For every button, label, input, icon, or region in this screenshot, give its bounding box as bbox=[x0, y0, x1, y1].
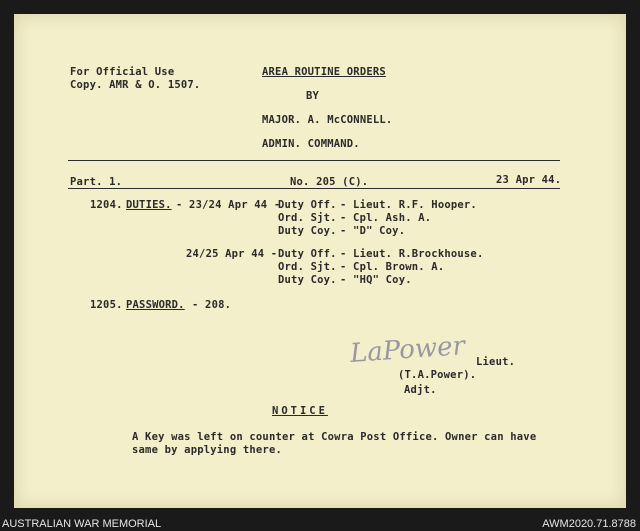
duty-value: - Cpl. Ash. A. bbox=[340, 212, 432, 224]
archive-reference: AWM2020.71.8788 bbox=[542, 518, 636, 530]
duty-value: - Lieut. R.Brockhouse. bbox=[340, 248, 484, 260]
part-rule bbox=[68, 188, 560, 189]
header-rule bbox=[68, 160, 560, 161]
signatory-rank: Lieut. bbox=[476, 356, 516, 368]
order-number: No. 205 (C). bbox=[290, 176, 369, 188]
duty-value: - "HQ" Coy. bbox=[340, 274, 412, 286]
notice-heading: NOTICE bbox=[272, 405, 328, 417]
duties-item-number: 1204. bbox=[90, 199, 123, 211]
duties-title: DUTIES. bbox=[126, 199, 172, 211]
author-name: MAJOR. A. McCONNELL. bbox=[262, 114, 393, 126]
duty-value: - Cpl. Brown. A. bbox=[340, 261, 445, 273]
copy-reference: Copy. AMR & O. 1507. bbox=[70, 79, 201, 91]
password-item-number: 1205. bbox=[90, 299, 123, 311]
handwritten-signature: LaPower bbox=[349, 331, 466, 369]
password-label: PASSWORD. bbox=[126, 299, 185, 311]
author-role: ADMIN. COMMAND. bbox=[262, 138, 360, 150]
password-value: - 208. bbox=[192, 299, 232, 311]
duty-label: Ord. Sjt. bbox=[278, 261, 337, 273]
duty-value: - "D" Coy. bbox=[340, 225, 406, 237]
duties-date-1: - 23/24 Apr 44 - bbox=[176, 199, 281, 211]
notice-line-1: A Key was left on counter at Cowra Post Office. Owner can have bbox=[132, 431, 537, 443]
archive-credit: AUSTRALIAN WAR MEMORIAL bbox=[2, 518, 162, 530]
duty-value: - Lieut. R.F. Hooper. bbox=[340, 199, 477, 211]
signatory-name: (T.A.Power). bbox=[398, 369, 477, 381]
document-title: AREA ROUTINE ORDERS bbox=[262, 66, 386, 78]
signatory-role: Adjt. bbox=[404, 384, 437, 396]
part-label: Part. 1. bbox=[70, 176, 123, 188]
duty-label: Ord. Sjt. bbox=[278, 212, 337, 224]
order-date: 23 Apr 44. bbox=[496, 174, 562, 186]
duty-label: Duty Off. bbox=[278, 248, 337, 260]
duties-date-2: 24/25 Apr 44 - bbox=[186, 248, 278, 260]
by-label: BY bbox=[306, 90, 320, 102]
official-use-label: For Official Use bbox=[70, 66, 175, 78]
duty-label: Duty Coy. bbox=[278, 274, 337, 286]
duty-label: Duty Off. bbox=[278, 199, 337, 211]
duty-label: Duty Coy. bbox=[278, 225, 337, 237]
notice-line-2: same by applying there. bbox=[132, 444, 282, 456]
